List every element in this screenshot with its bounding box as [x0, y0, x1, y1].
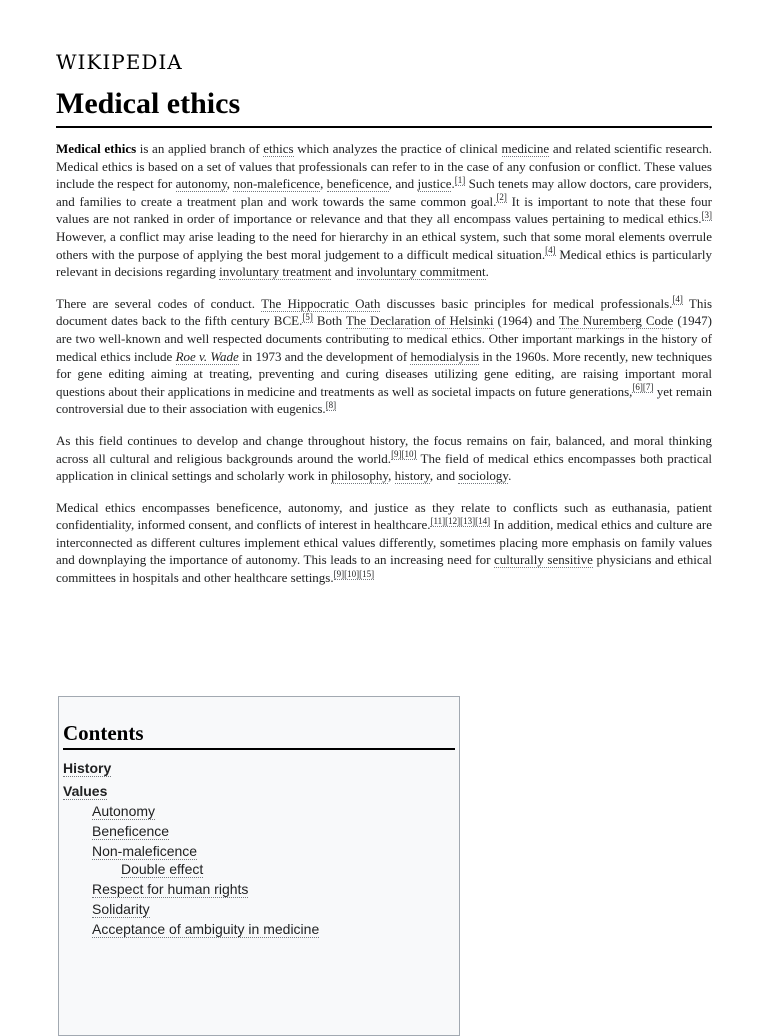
text-run: , and — [388, 176, 418, 192]
text-run: , — [320, 176, 327, 192]
toc-item-label[interactable]: Values — [63, 783, 108, 799]
text-run: discusses basic principles for medical professionals. — [380, 295, 673, 311]
citation-link[interactable]: [5] — [302, 312, 313, 323]
text-run: and related scientific research. Medical ethics is based on a set of values that professionals can refer to in the case of any confusion or conflict. These values include the respect for — [56, 141, 712, 192]
citation-link[interactable]: [3] — [701, 210, 712, 221]
text-run: Medical ethics is particularly relevant in decisions regarding — [56, 246, 712, 280]
toc-item-label[interactable]: Beneficence — [92, 823, 170, 839]
citation-link[interactable]: [11][12][13][14] — [430, 515, 491, 526]
article-link[interactable]: culturally sensitive — [494, 552, 593, 568]
text-run: in the 1960s. More recently, new techniques for gene editing aiming at treating, preventing and curing diseases utilizing gene editing, are raising important moral questions about their applications in medicine and treatments as well as societal impacts on future generations, — [56, 348, 713, 399]
citation-ref[interactable] — [326, 400, 337, 411]
toc-item[interactable] — [63, 841, 455, 861]
article-link[interactable]: The Declaration of Helsinki — [345, 313, 494, 329]
citation-link[interactable]: [4] — [545, 245, 556, 256]
toc-item-label[interactable]: Respect for human rights — [92, 881, 249, 897]
text-run: in 1973 and the development of — [238, 348, 411, 364]
text-run: yet remain controversial due to their association with eugenics. — [56, 383, 712, 417]
text-run: Both — [312, 313, 346, 329]
article-link[interactable]: The Nuremberg Code — [558, 313, 674, 329]
article-link[interactable]: autonomy — [175, 176, 227, 192]
article-link[interactable]: history — [394, 468, 430, 484]
toc-item[interactable] — [63, 919, 455, 939]
article-link[interactable]: involuntary treatment — [219, 264, 332, 280]
article-body — [56, 140, 712, 601]
text-run: and — [331, 264, 357, 280]
citation-ref[interactable] — [302, 312, 313, 323]
citation-ref[interactable] — [702, 210, 713, 221]
citation-link[interactable]: [9][10][15] — [333, 568, 375, 579]
text-run: The field of medical ethics encompasses both practical application in clinical settings and scholarly work in — [56, 450, 713, 484]
citation-ref[interactable] — [545, 245, 556, 256]
citation-link[interactable]: [9][10] — [391, 449, 417, 460]
citation-ref[interactable] — [632, 382, 653, 393]
text-run: Such tenets may allow doctors, care providers, and families to create a treatment plan and work towards the same common goal. — [56, 176, 712, 209]
text-run: . — [485, 264, 489, 280]
toc-item[interactable] — [63, 781, 455, 801]
toc-item[interactable] — [63, 859, 455, 879]
paragraph — [56, 499, 712, 587]
article-link[interactable]: Roe v. Wade — [175, 348, 239, 364]
text-run: Medical ethics encompasses beneficence, autonomy, and justice as they relate to conflicts such as euthanasia, patient confidentiality, informed consent, and conflicts of interest in healthcare. — [56, 499, 712, 533]
toc-list — [63, 758, 455, 939]
text-run: It is important to note that these four values are not ranked in order of importance or relevance and that they all encompass values pertaining to medical ethics. — [56, 193, 712, 227]
article-link[interactable]: sociology — [458, 468, 509, 484]
article-link[interactable]: philosophy — [331, 468, 389, 484]
page-title: Medical ethics — [56, 86, 712, 128]
citation-ref[interactable] — [672, 294, 683, 305]
toc-item[interactable] — [63, 821, 455, 841]
text-run: , and — [429, 468, 459, 484]
text-run: (1964) and — [493, 313, 559, 329]
citation-link[interactable]: [4] — [672, 294, 683, 305]
toc-item-label[interactable]: Acceptance of ambiguity in medicine — [92, 921, 320, 937]
citation-ref[interactable] — [455, 175, 466, 186]
citation-link[interactable]: [8] — [325, 399, 337, 410]
paragraph — [56, 295, 712, 418]
table-of-contents — [58, 696, 460, 1036]
article-link[interactable]: beneficence — [326, 176, 389, 192]
citation-ref[interactable] — [430, 516, 490, 527]
citation-ref[interactable] — [391, 449, 417, 460]
wikipedia-logo[interactable]: WIKIPEDIA — [56, 50, 183, 74]
citation-link[interactable]: [6][7] — [632, 382, 654, 393]
toc-item-label[interactable]: Autonomy — [92, 803, 156, 819]
article-link[interactable]: involuntary commitment — [356, 264, 486, 280]
toc-item[interactable] — [63, 801, 455, 821]
citation-link[interactable]: [2] — [496, 192, 507, 203]
text-run: , — [226, 176, 234, 192]
citation-ref[interactable] — [496, 192, 507, 203]
text-run: is an applied branch of — [136, 141, 264, 156]
paragraph — [56, 140, 712, 281]
text-run: This document dates back to the fifth century BCE. — [56, 295, 713, 329]
text-run: which analyzes the practice of clinical — [293, 141, 502, 156]
text-run: However, a conflict may arise leading to the need for hierarchy in an ethical system, such that some moral elements overrule others with the purpose of applying the best moral judgement to a difficult medical situation. — [56, 228, 712, 262]
toc-item[interactable] — [63, 758, 455, 778]
article-link[interactable]: The Hippocratic Oath — [261, 295, 381, 311]
toc-item[interactable] — [63, 879, 455, 899]
toc-item-label[interactable]: Solidarity — [92, 901, 150, 917]
text-run: In addition, medical ethics and culture are interconnected as different cultures implement ethical values differently, sometimes placing more emphasis on family values and downplaying the importance of autonomy. This leads to an increasing need for — [56, 517, 712, 568]
text-run: , — [388, 468, 395, 484]
text-run: There are several codes of conduct. — [56, 295, 262, 311]
toc-item-label[interactable]: Non-maleficence — [92, 843, 198, 859]
article-link[interactable]: ethics — [263, 141, 294, 156]
bold-term: Medical ethics — [56, 141, 137, 156]
toc-item-label[interactable]: History — [63, 760, 112, 776]
citation-ref[interactable] — [334, 569, 374, 580]
text-run: . — [451, 176, 455, 192]
paragraph — [56, 432, 712, 485]
citation-link[interactable]: [1] — [454, 174, 466, 185]
article-link[interactable]: medicine — [501, 141, 550, 156]
article-link[interactable]: non-maleficence — [233, 176, 321, 192]
text-run: As this field continues to develop and change throughout history, the focus remains on fair, balanced, and moral thinking across all cultural and religious backgrounds around the world. — [56, 432, 712, 466]
text-run: physicians and ethical committees in hospitals and other healthcare settings. — [56, 552, 712, 586]
text-run: . — [508, 468, 512, 484]
toc-item-label[interactable]: Double effect — [121, 861, 204, 877]
toc-item[interactable] — [63, 899, 455, 919]
toc-title: Contents — [63, 721, 455, 750]
article-link[interactable]: hemodialysis — [410, 348, 480, 364]
article-link[interactable]: justice — [417, 176, 452, 192]
text-run: (1947) are two well-known and well respected documents contributing to medical ethics. Other important markings in the history of medical ethics include — [56, 313, 712, 364]
